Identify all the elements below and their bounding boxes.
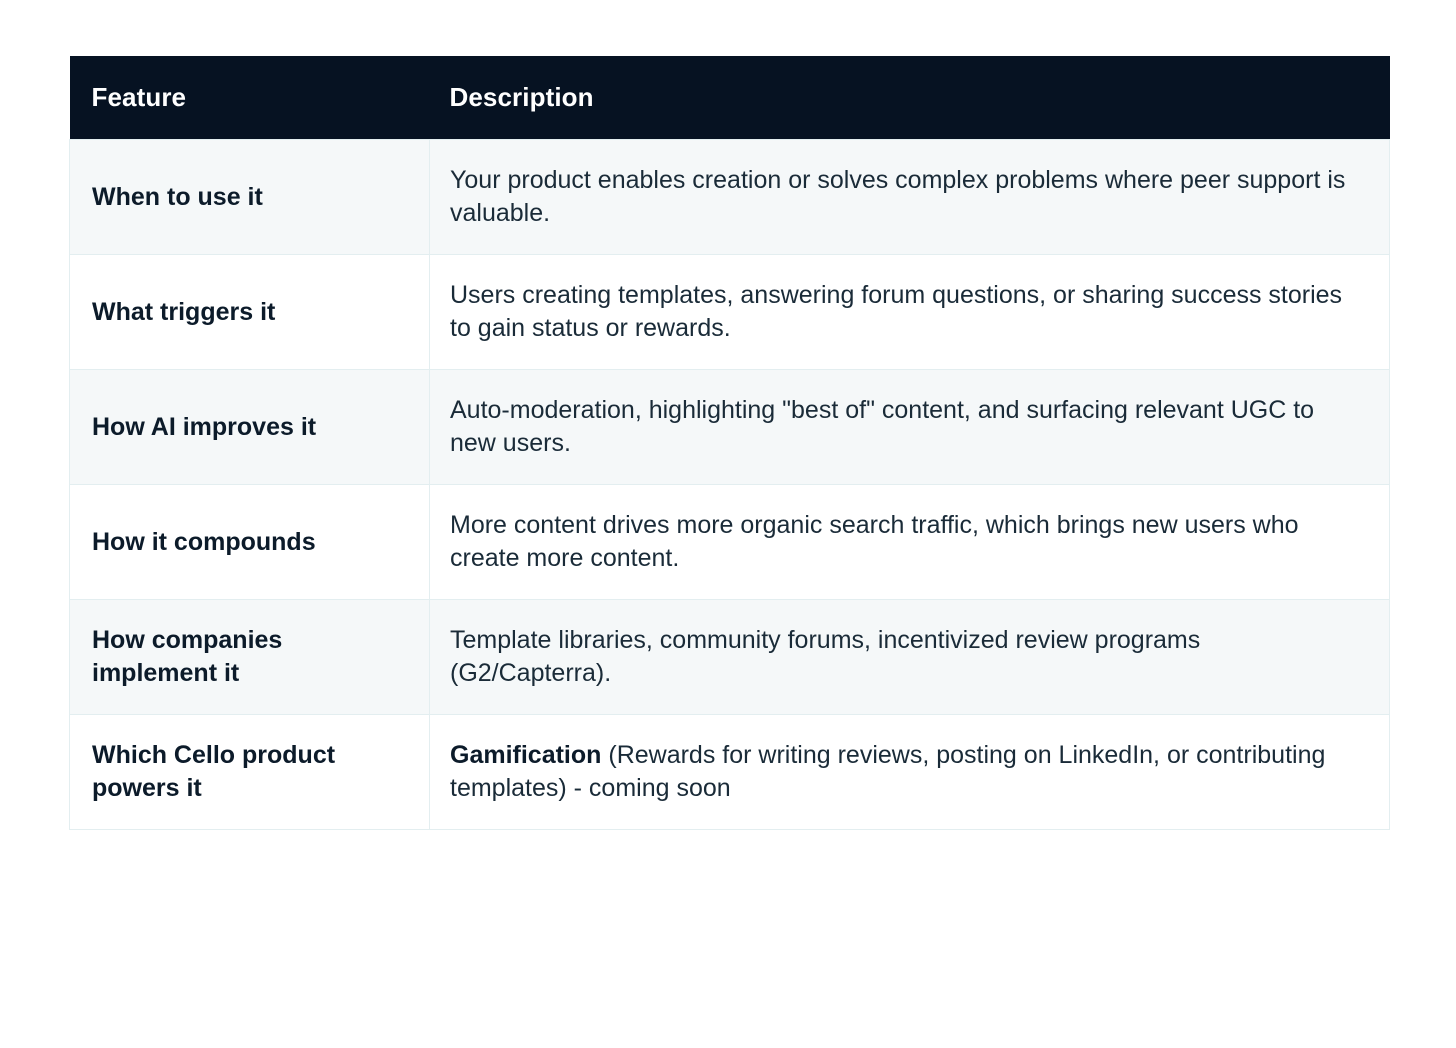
cell-feature: What triggers it [70, 255, 430, 370]
cell-feature: How it compounds [70, 485, 430, 600]
cell-description-text: More content drives more organic search traffic, which brings new users who create more content. [450, 511, 1299, 572]
cell-description-text: (Rewards for writing reviews, posting on LinkedIn, or contributing templates) - coming soon [450, 741, 1326, 802]
table-body [70, 140, 1390, 830]
cell-description [430, 140, 1390, 255]
cell-description [430, 255, 1390, 370]
cell-description [430, 370, 1390, 485]
table-header [70, 56, 1390, 140]
cell-feature: How AI improves it [70, 370, 430, 485]
cell-feature: How companies implement it [70, 600, 430, 715]
cell-description [430, 485, 1390, 600]
cell-description-text: Your product enables creation or solves complex problems where peer support is valuable. [450, 166, 1346, 227]
table-row [70, 370, 1390, 485]
table-row [70, 485, 1390, 600]
cell-description [430, 600, 1390, 715]
cell-description-text: Template libraries, community forums, incentivized review programs (G2/Capterra). [450, 626, 1201, 687]
table-row [70, 140, 1390, 255]
cell-description [430, 715, 1390, 830]
cell-feature: When to use it [70, 140, 430, 255]
cell-feature: Which Cello product powers it [70, 715, 430, 830]
table-row [70, 715, 1390, 830]
cell-description-lead: Gamification [450, 741, 602, 769]
feature-table-container [69, 56, 1389, 830]
table-header-row [70, 56, 1390, 140]
cell-description-text: Users creating templates, answering forum questions, or sharing success stories to gain status or rewards. [450, 281, 1343, 342]
cell-description-text: Auto-moderation, highlighting "best of" content, and surfacing relevant UGC to new users. [450, 396, 1315, 457]
feature-description-table [69, 56, 1390, 830]
table-row [70, 600, 1390, 715]
column-header-description: Description [430, 56, 1390, 140]
table-row [70, 255, 1390, 370]
column-header-feature: Feature [70, 56, 430, 140]
